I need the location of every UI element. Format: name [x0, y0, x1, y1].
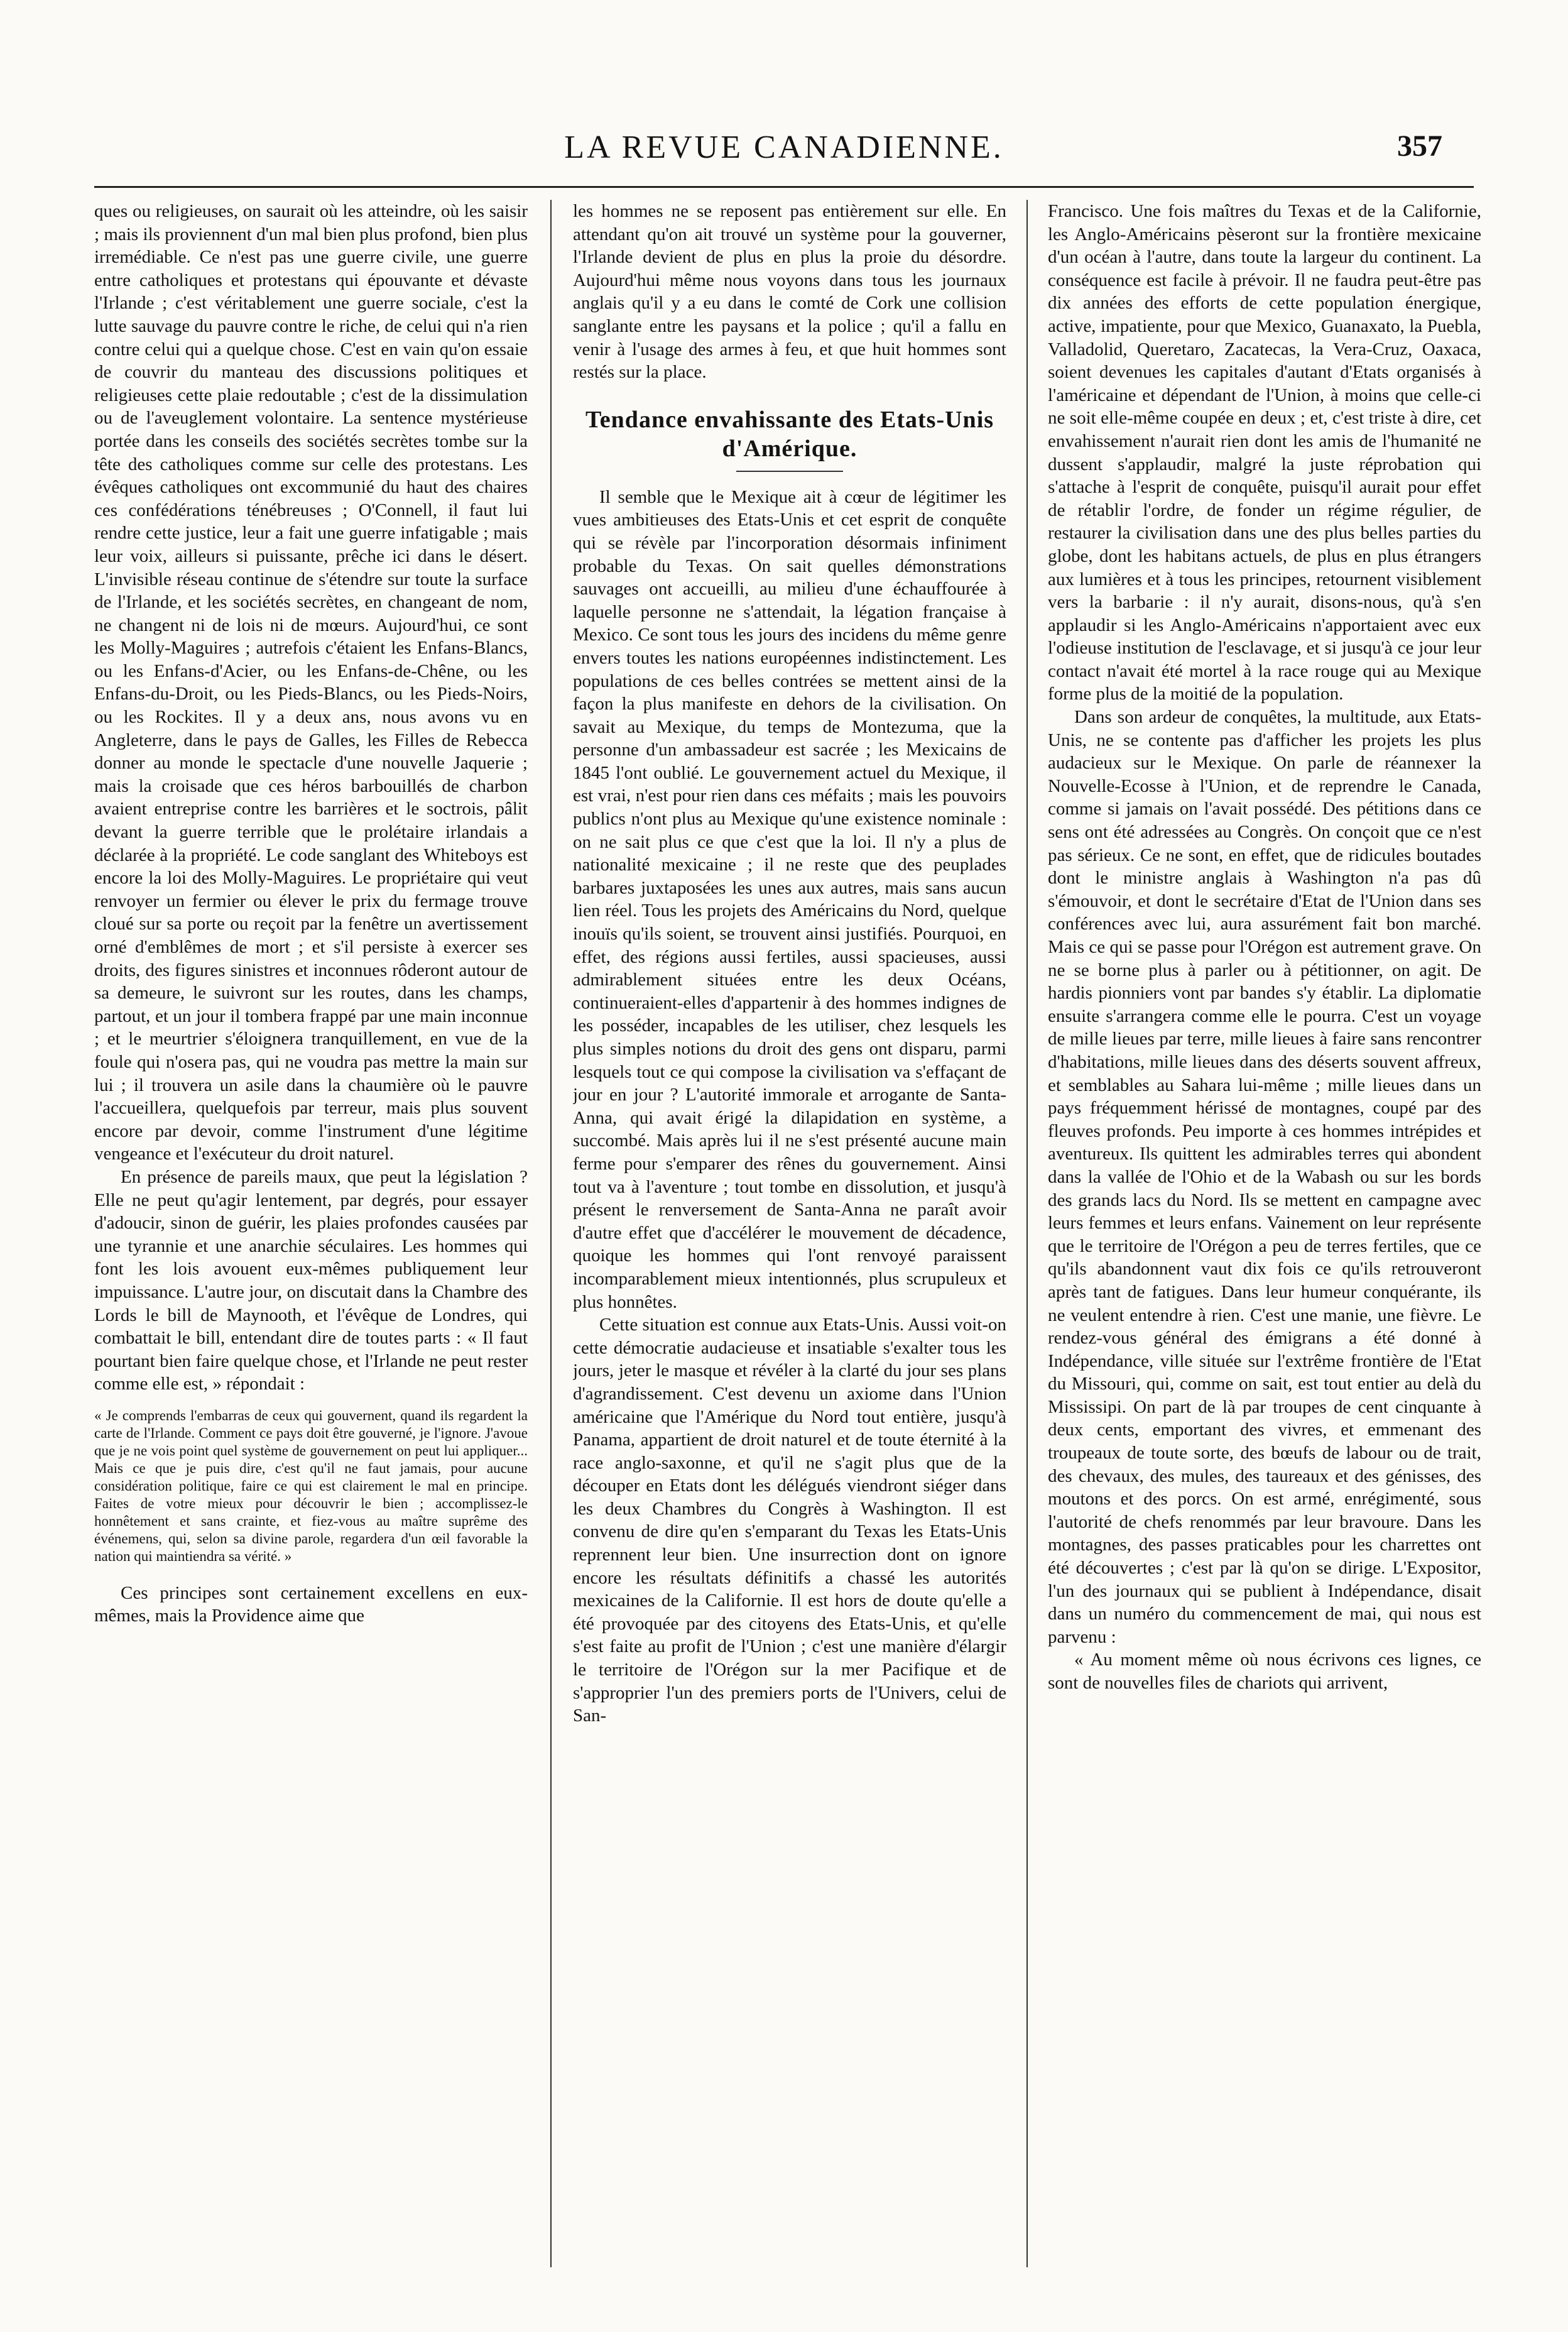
paragraph: Cette situation est connue aux Etats-Unis. Aussi voit-on cette démocratie audacieuse et insatiable s'exalter tous les jours, jeter le masque et révéler à la clarté du jour ses plans d'agrandissement. C'est devenu un axiome dans l'Union américaine que l'Amérique du Nord tout entière, jusqu'à Panama, appartient de droit naturel et de toute éternité à la race anglo-saxonne, et qu'il ne s'agit plus que de la découper en Etats dont les délégués viendront siéger dans les deux Chambres du Congrès à Washington. Il est convenu de dire qu'en s'emparant du Texas les Etats-Unis reprennent leur bien. Une insurrection dont on ignore encore les résultats définitifs a chassé les autorités mexicaines de la Californie. Il est hors de doute qu'elle a été provoquée par des citoyens des Etats-Unis, et qu'elle s'est faite au profit de l'Union ; c'est une manière d'élargir le territoire de l'Orégon sur la mer Pacifique et de s'approprier l'un des premiers ports de l'Univers, celui de San- [573, 1315, 1006, 1726]
paragraph: ques ou religieuses, on saurait où les atteindre, où les saisir ; mais ils proviennent d'un mal bien plus profond, bien plus irremédiable. Ce n'est pas une guerre civile, une guerre entre catholiques et protestans qui épouvante et dévaste l'Irlande ; c'est véritablement une guerre sociale, c'est la lutte sauvage du pauvre contre le riche, de celui qui n'a rien contre celui qui a quelque chose. C'est en vain qu'on essaie de couvrir du manteau des discussions politiques et religieuses cette plaie redoutable ; c'est de la dissimulation ou de l'aveuglement volontaire. La sentence mystérieuse portée dans les conseils des sociétés secrètes tombe sur la tête des catholiques comme sur celle des protestans. Les évêques catholiques ont excommunié du haut des chaires ces confédérations ténébreuses ; O'Connell, il faut lui rendre cette justice, leur a fait une guerre infatigable ; mais leur voix, ailleurs si puissante, prêche ici dans le désert. L'invisible réseau continue de s'étendre sur toute la surface de l'Irlande, et les sociétés secrètes, en changeant de nom, ne changent ni de lois ni de mœurs. Aujourd'hui, ce sont les Molly-Maguires ; autrefois c'étaient les Enfans-Blancs, ou les Enfans-d'Acier, ou les Enfans-de-Chêne, ou les Enfans-du-Droit, ou les Pieds-Blancs, ou les Pieds-Noirs, ou les Rockites. Il y a deux ans, nous avons vu en Angleterre, dans le pays de Galles, les Filles de Rebecca donner au monde le spectacle d'une nouvelle Jaquerie ; mais la croisade que ces héros barbouillés de charbon avaient entreprise contre les barrières et le soctrois, pâlit devant la guerre terrible que le prolétaire irlandais a déclarée à la propriété. Le code sanglant des Whiteboys est encore la loi des Molly-Maguires. Le propriétaire qui veut renvoyer un fermier ou élever le prix du fermage trouve cloué sur sa porte ou reçoit par la fenêtre un avertissement orné d'emblêmes de mort ; et s'il persiste à exercer ses droits, des figures sinistres et inconnues rôderont autour de sa demeure, le suivront sur les routes, dans les champs, partout, et un jour il tombera frappé par une main inconnue ; et le meurtrier s'éloignera tranquillement, en vue de la foule qui n'osera pas, qui ne voudra pas mettre la main sur lui ; il trouvera un asile dans la chaumière où le pauvre l'accueillera, quelquefois par terreur, mais plus souvent encore par devoir, comme l'instrument d'une légitime vengeance et l'exécuteur du droit naturel. [94, 201, 528, 1164]
section-heading: Tendance envahissante des Etats-Unis d'Amérique. [585, 406, 994, 462]
paragraph: Ces principes sont certainement excellens en eux-mêmes, mais la Providence aime que [94, 1582, 528, 1626]
paragraph: les hommes ne se reposent pas entièrement sur elle. En attendant qu'on ait trouvé un système pour la gouverner, l'Irlande devient de plus en plus la proie du désordre. Aujourd'hui même nous voyons dans tous les journaux anglais qu'il y a eu dans le comté de Cork une collision sanglante entre les paysans et la police ; qu'il a fallu en venir à l'usage des armes à feu, et que huit hommes sont restés sur la place. [573, 201, 1006, 383]
column-1 [94, 200, 528, 2267]
bottom-margin [0, 2270, 1568, 2332]
column-3 [1048, 200, 1481, 2267]
heading-rule [736, 471, 843, 472]
column-divider [550, 200, 552, 2267]
footnote: « Je comprends l'embarras de ceux qui gouvernent, quand ils regardent la carte de l'Irlande. Comment ce pays doit être gouverné, je l'ignore. J'avoue que je ne vois point quel système de gouvernement on peut lui appliquer... Mais ce que je puis dire, c'est qu'il ne faut jamais, pour aucune considération politique, faire ce qui est clairement le mal en principe. Faites de votre mieux pour découvrir le bien ; accomplissez-le honnêtement et sans crainte, et fiez-vous au maître suprême des événemens, qui, selon sa divine parole, regardera d'un œil favorable la nation qui maintiendra sa vérité. » [94, 1407, 528, 1564]
running-title: LA REVUE CANADIENNE. [564, 129, 1004, 165]
paragraph: En présence de pareils maux, que peut la législation ? Elle ne peut qu'agir lentement, par degrés, pour essayer d'adoucir, sinon de guérir, les plaies profondes causées par une tyrannie et une anarchie séculaires. Les hommes qui font les lois avouent eux-mêmes publiquement leur impuissance. L'autre jour, on discutait dans la Chambre des Lords le bill de Maynooth, et l'évêque de Londres, qui combattait le bill, entendant dire de toutes parts : « Il faut pourtant bien faire quelque chose, et l'Irlande ne peut rester comme elle est, » répondait : [94, 1166, 528, 1394]
quotation: « Au moment même où nous écrivons ces lignes, ce sont de nouvelles files de chariots qui arrivent, [1048, 1650, 1481, 1693]
paragraph: Il semble que le Mexique ait à cœur de légitimer les vues ambitieuses des Etats-Unis et cet esprit de conquête qui se révèle par l'incorporation désormais infiniment probable du Texas. On sait quelles démonstrations sauvages ont accueilli, au milieu d'une échauffourée à laquelle personne ne s'attendait, la légation française à Mexico. Ce sont tous les jours des incidens du même genre envers toutes les nations européennes indistinctement. Les populations de ces belles contrées se mettent ainsi de la façon la plus manifeste en dehors de la civilisation. On savait au Mexique, du temps de Montezuma, que la personne d'un ambassadeur est sacrée ; les Mexicains de 1845 l'ont oublié. Le gouvernement actuel du Mexique, il est vrai, n'est pour rien dans ces méfaits ; mais les pouvoirs publics n'ont plus au Mexique qu'une existence nominale : on ne sait plus ce que c'est que la loi. Il n'y a plus de nationalité mexicaine ; il ne reste que des peuplades barbares juxtaposées les unes aux autres, mais sans aucun lien réel. Tous les projets des Américains du Nord, quelque inouïs qu'ils soient, se trouvent ainsi justifiés. Pourquoi, en effet, des régions aussi fertiles, aussi spacieuses, aussi admirablement situées entre les deux Océans, continueraient-elles d'appartenir à des hommes indignes de les posséder, incapables de les utiliser, chez lesquels les plus simples notions du droit des gens ont disparu, parmi lesquels tout ce qui compose la civilisation va s'effaçant de jour en jour ? L'autorité immorale et arrogante de Santa-Anna, qui avait érigé la dilapidation en système, a succombé. Mais après lui il ne s'est présenté aucune main ferme pour s'emparer des rênes du gouvernement. Ainsi tout va à l'aventure ; tout tombe en dissolution, et jusqu'à présent le renversement de Santa-Anna ne paraît avoir d'autre effet que d'accélérer le mouvement de décadence, quoique les hommes qui l'ont renvoyé paraissent incomparablement mieux intentionnés, plus scrupuleux et plus honnêtes. [573, 486, 1006, 1312]
page-number: 357 [1397, 129, 1442, 163]
column-divider [1026, 200, 1028, 2267]
running-head [0, 129, 1568, 173]
paragraph: Francisco. Une fois maîtres du Texas et de la Californie, les Anglo-Américains pèseront sur la frontière mexicaine d'un océan à l'autre, dans toute la largeur du continent. La conséquence est facile à prévoir. Il ne faudra peut-être pas dix années des efforts de cette population énergique, active, impatiente, pour que Mexico, Guanaxato, la Puebla, Valladolid, Queretaro, Zacatecas, la Vera-Cruz, Oaxaca, soient devenues les capitales d'autant d'Etats organisés à l'américaine et dépendant de l'Union, à moins que celle-ci ne soit elle-même coupée en deux ; et, c'est triste à dire, cet envahissement n'aurait rien dont les amis de l'humanité ne dussent s'applaudir, malgré la juste réprobation qui s'attache à l'esprit de conquête, puisqu'il aurait pour effet de rétablir l'ordre, de fonder un régime régulier, de restaurer la civilisation dans une des plus belles parties du globe, dont les habitans actuels, de plus en plus étrangers aux lumières et à tous les principes, retournent visiblement vers la barbarie : il n'y aurait, disons-nous, qu'à s'en applaudir si les Anglo-Américains n'apportaient avec eux l'odieuse institution de l'esclavage, et si jusqu'à ce jour leur contact n'avait été mortel à la race rouge qui au Mexique forme plus de la moitié de la population. [1048, 201, 1481, 704]
column-2 [573, 200, 1006, 2267]
header-rule [94, 186, 1474, 188]
paragraph: Dans son ardeur de conquêtes, la multitude, aux Etats-Unis, ne se contente pas d'afficher les projets les plus audacieux sur le Mexique. On parle de réannexer la Nouvelle-Ecosse à l'Union, et de reprendre le Canada, comme si jamais on l'avait possédé. Des pétitions dans ce sens ont été adressées au Congrès. On conçoit que ce n'est pas sérieux. Ce ne sont, en effet, que de ridicules boutades dont le ministre anglais à Washington n'a pas dû s'émouvoir, et dont le secrétaire d'Etat de l'Union dans ses conférences avec lui, aura assurément fait bon marché. Mais ce qui se passe pour l'Orégon est autrement grave. On ne se borne plus à parler ou à pétitionner, on agit. De hardis pionniers vont par bandes s'y établir. La diplomatie ensuite s'arrangera comme elle le pourra. C'est un voyage de mille lieues par terre, mille lieues à faire sans rencontrer d'habitations, mille lieues dans des déserts souvent affreux, et semblables au Sahara lui-même ; mille lieues dans un pays fréquemment hérissé de montagnes, coupé par des fleuves profonds. Peu importe à ces hommes intrépides et aventureux. Ils quittent les admirables terres qui abondent dans la vallée de l'Ohio et de la Wabash ou sur les bords des grands lacs du Nord. Ils se mettent en campagne avec leurs femmes et leurs enfans. Vainement on leur représente que le territoire de l'Orégon a peu de terres fertiles, que ce qu'ils abandonnent vaut dix fois ce qu'ils retrouveront après tant de fatigues. Dans leur humeur conquérante, ils ne veulent entendre à rien. C'est une manie, une fièvre. Le rendez-vous général des émigrans a été donné à Indépendance, ville située sur l'extrême frontière de l'Etat du Missouri, qui, comme on sait, est tout entier au delà du Mississipi. On part de là par troupes de cent cinquante à deux cents, emportant des vivres, et emmenant des troupeaux de toute sorte, des bœufs de labour ou de trait, des chevaux, des mules, des taureaux et des génisses, des moutons et des porcs. On est armé, enrégimenté, sous l'autorité de chefs renommés par leur bravoure. Dans les montagnes, des passes praticables pour les charrettes ont été découvertes ; c'est par là qu'on se dirige. L'Expositor, l'un des journaux qui se publient à Indépendance, disait dans un numéro du commencement de mai, qui nous est parvenu : [1048, 707, 1481, 1647]
